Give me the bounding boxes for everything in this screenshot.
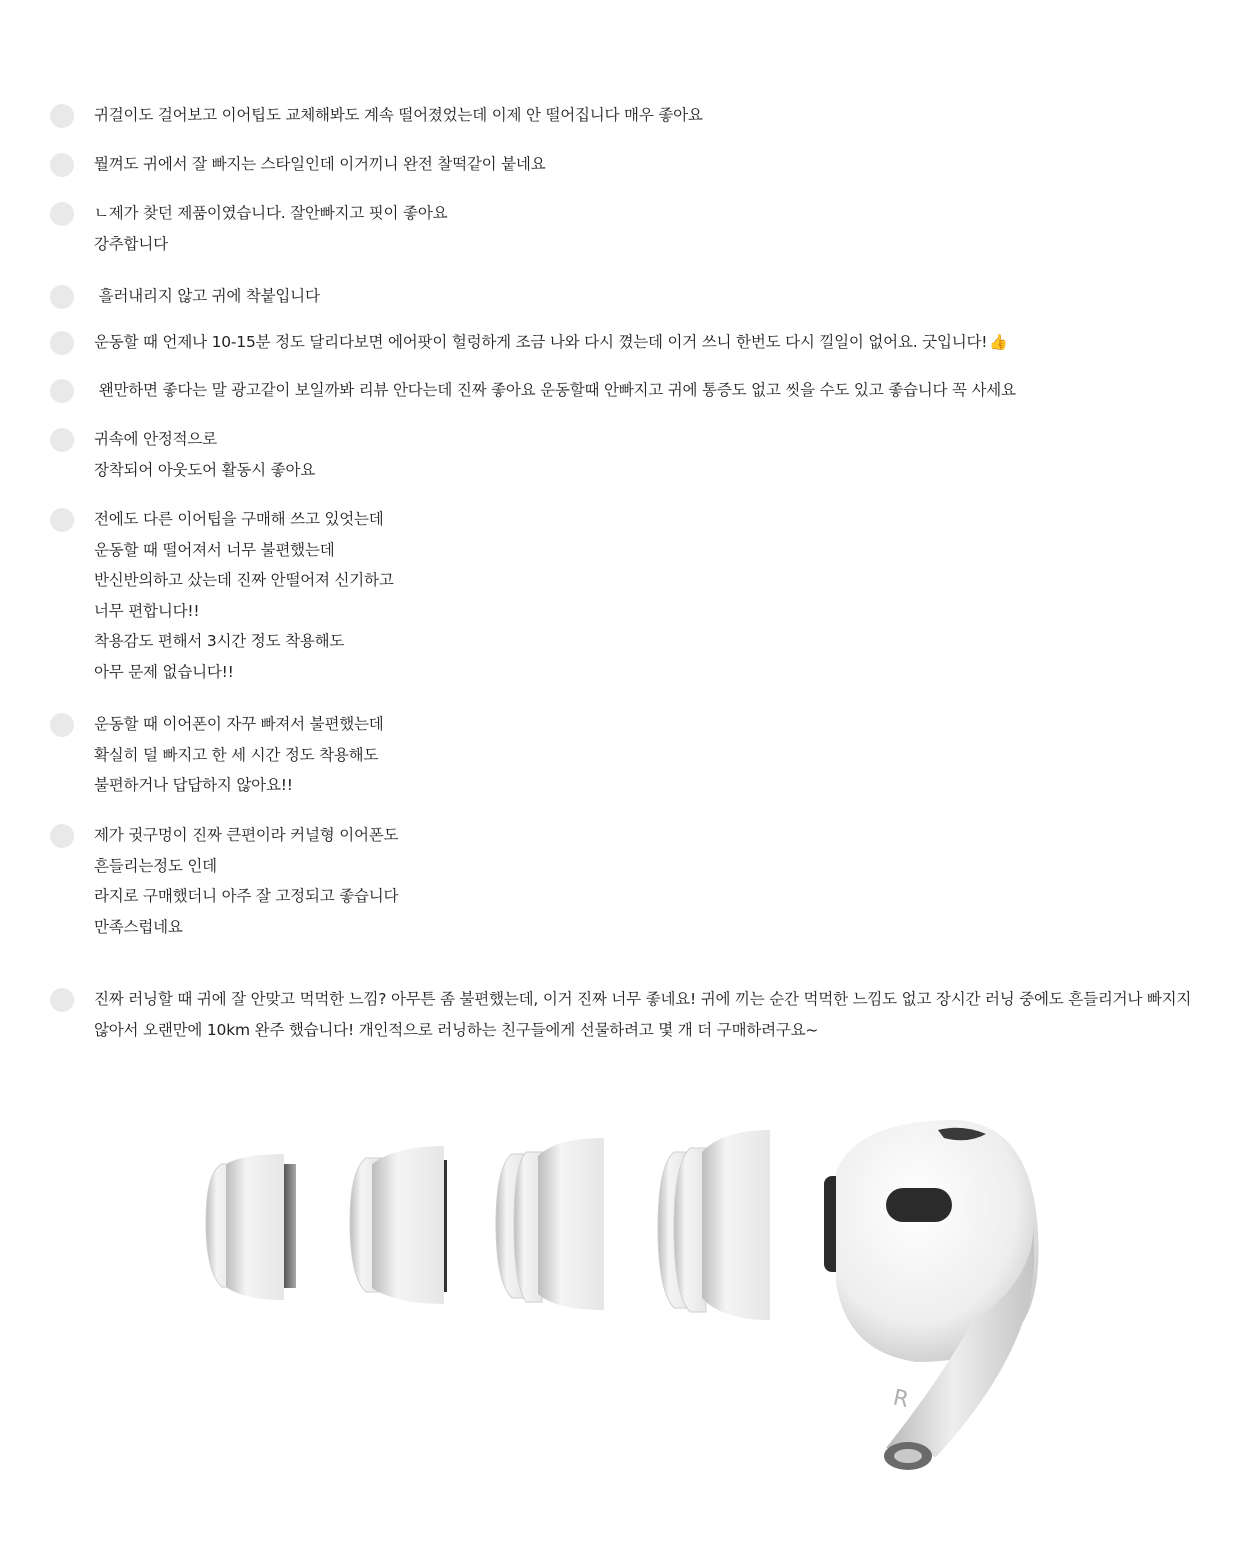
review-text-container [94,327,1008,358]
thumbs-up-icon: 👍 [989,333,1008,351]
avatar [50,428,74,452]
avatar [50,508,74,532]
review-text: 전에도 다른 이어팁을 구매해 쓰고 있엇는데 운동할 때 떨어져서 너무 불편했는데 반신반의하고 샀는데 진짜 안떨어져 신기하고 너무 편합니다!! 착용감도 편해서 3시간 정도 착용해도 아무 문제 없습니다!! [94,510,394,681]
earbud-label: R [890,1385,911,1414]
review-text: 운동할 때 이어폰이 자꾸 빠져서 불편했는데 확실히 덜 빠지고 한 세 시간 정도 착용해도 불편하거나 답답하지 않아요!! [94,715,384,795]
ear-tip-medium-small [350,1146,447,1304]
avatar [50,824,74,848]
review-text: 뭘껴도 귀에서 잘 빠지는 스타일인데 이거끼니 완전 찰떡같이 붙네요 [94,155,546,173]
product-image [196,1112,1056,1492]
review-text: 귀걸이도 걸어보고 이어팁도 교체해봐도 계속 떨어졌었는데 이제 안 떨어집니다 매우 좋아요 [94,106,703,124]
avatar [50,713,74,737]
avatar [50,988,74,1012]
avatar [50,379,74,403]
earbud-right [824,1120,1039,1470]
ear-tip-medium [496,1138,604,1310]
avatar [50,202,74,226]
avatar [50,331,74,355]
avatar [50,153,74,177]
review-text: 귀속에 안정적으로 장착되어 아웃도어 활동시 좋아요 [94,430,316,479]
avatar [50,285,74,309]
review-text: 제가 귓구멍이 진짜 큰편이라 커널형 이어폰도 흔들리는정도 인데 라지로 구매했더니 아주 잘 고정되고 좋습니다 만족스럽네요 [94,826,399,936]
ear-tip-large [658,1130,770,1320]
review-text: 왠만하면 좋다는 말 광고같이 보일까봐 리뷰 안다는데 진짜 좋아요 운동할때 안빠지고 귀에 통증도 없고 씻을 수도 있고 좋습니다 꼭 사세요 [94,381,1016,399]
review-text: 흘러내리지 않고 귀에 착붙입니다 [94,287,320,305]
avatar [50,104,74,128]
review-text: 운동할 때 언제나 10-15분 정도 달리다보면 에어팟이 헐렁하게 조금 나와 다시 꼈는데 이거 쓰니 한번도 다시 낄일이 없어요. 굿입니다! [94,333,988,351]
ear-tip-small [206,1154,296,1300]
review-text: ㄴ제가 찾던 제품이였습니다. 잘안빠지고 핏이 좋아요 강추합니다 [94,204,448,253]
review-text: 진짜 러닝할 때 귀에 잘 안맞고 먹먹한 느낌? 아무튼 좀 불편했는데, 이거 진짜 너무 좋네요! 귀에 끼는 순간 먹먹한 느낌도 없고 장시간 러닝 중에도 흔들리거나 빠지지 않아서 오랜만에 10km 완주 했습니다! 개인적으로 러닝하는 친구들에게 선물하려고 몇 개 더 구매하려구요~ [94,990,1196,1039]
